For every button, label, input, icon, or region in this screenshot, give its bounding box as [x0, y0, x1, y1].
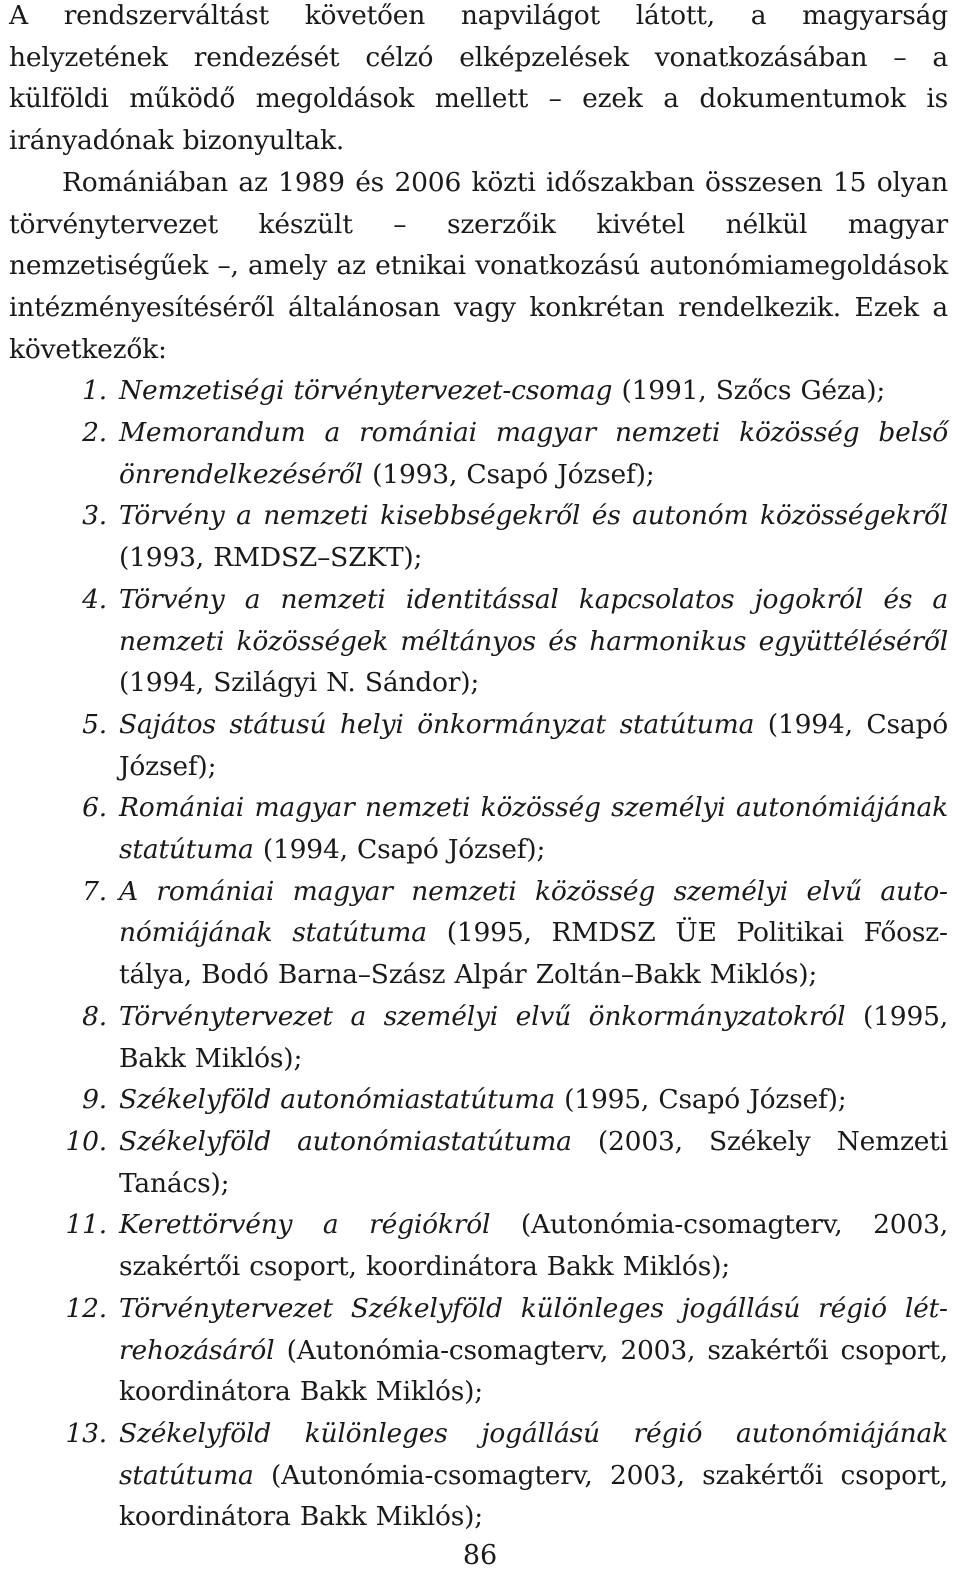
- item-details: (1991, Szőcs Géza);: [612, 375, 886, 407]
- list-item: [9, 1288, 948, 1413]
- item-number: 13.: [65, 1417, 107, 1449]
- item-details: (2003, Székely Nemzeti Tanács);: [119, 1125, 948, 1199]
- list-item: [9, 704, 948, 787]
- item-details: (1995, Bakk Miklós);: [119, 1000, 948, 1074]
- item-title: Törvénytervezet a személyi elvű önkormányzatokról: [119, 1000, 846, 1032]
- item-title: Nemzetiségi törvénytervezet-csomag: [119, 375, 613, 407]
- item-number: 6.: [82, 792, 107, 824]
- item-number: 4.: [82, 583, 107, 615]
- item-number: 1.: [82, 375, 107, 407]
- intro-paragraph: A rendszerváltást követően napvilágot látott, a magyarság helyzetének rendezését célzó elképzelések vonatkozásában – a külföldi működő megoldások mellett – ezek a dokumentumok is irányadónak bizonyultak.: [9, 0, 948, 157]
- list-item: [9, 579, 948, 704]
- item-title: A romániai magyar nemzeti közösség személyi elvű autonómiájának statútuma: [119, 875, 948, 949]
- item-number: 3.: [82, 500, 107, 532]
- list-item: [9, 871, 948, 996]
- main-paragraph: Romániában az 1989 és 2006 közti időszakban összesen 15 olyan törvénytervezet készült – szerzőik kivétel nélkül magyar nemzetiségűek –, amely az etnikai vonatkozású autonómiamegoldások intézményesítéséről általánosan vagy konkrétan rendelkezik. Ezek a következők:: [9, 166, 948, 365]
- item-details: (1993, Csapó József);: [362, 458, 655, 490]
- item-number: 7.: [82, 875, 107, 907]
- draft-law-list: [9, 370, 948, 1538]
- list-item: [9, 412, 948, 495]
- item-title: Memorandum a romániai magyar nemzeti közösség belső önrendelkezéséről: [119, 417, 948, 490]
- list-item: [9, 495, 948, 578]
- item-details: (1995, Csapó József);: [554, 1084, 847, 1116]
- item-details: (1994, Csapó József);: [253, 834, 546, 866]
- item-number: 5.: [82, 708, 107, 740]
- item-number: 12.: [65, 1292, 107, 1324]
- list-item: [9, 1204, 948, 1287]
- item-details: (Autonómia-csomagterv, 2003, szakértői csoport, koordinátora Bakk Miklós);: [119, 1334, 948, 1408]
- item-number: 10.: [65, 1125, 107, 1157]
- item-number: 9.: [82, 1084, 107, 1116]
- list-item: [9, 996, 948, 1079]
- list-item: [9, 1079, 948, 1121]
- item-title: Sajátos státusú helyi önkormányzat statútuma: [119, 708, 755, 740]
- page-number: 86: [462, 1540, 498, 1571]
- item-title: Törvény a nemzeti kisebbségekről és autonóm közösségekről: [119, 500, 948, 532]
- item-details: (1994, Csapó József);: [119, 708, 948, 782]
- item-title: Székelyföld autonómiastatútuma: [119, 1125, 572, 1157]
- item-number: 8.: [82, 1000, 107, 1032]
- item-title: Törvény a nemzeti identitással kapcsolatos jogokról és a nemzeti közösségek méltányos és harmonikus együttéléséről: [119, 583, 948, 657]
- item-details: (Autonómia-csomagterv, 2003, szakértői csoport, koordinátora Bakk Miklós);: [119, 1459, 948, 1533]
- item-title: Romániai magyar nemzeti közösség személyi autonómiájának statútuma: [119, 792, 948, 866]
- item-title: Törvénytervezet Székelyföld különleges jogállású régió létrehozásáról: [119, 1292, 948, 1366]
- body-text: [9, 0, 948, 1538]
- item-details: (1994, Szilágyi N. Sándor);: [119, 667, 480, 699]
- item-title: Székelyföld különleges jogállású régió autonómiájának statútuma: [119, 1417, 948, 1491]
- list-item: [9, 1121, 948, 1204]
- list-item: [9, 370, 948, 412]
- item-title: Székelyföld autonómiastatútuma: [119, 1084, 555, 1116]
- item-details: (1995, RMDSZ ÜE Politikai Főosztálya, Bodó Barna–Szász Alpár Zoltán–Bakk Miklós);: [119, 917, 949, 991]
- item-details: (1993, RMDSZ–SZKT);: [119, 542, 423, 574]
- item-number: 11.: [65, 1209, 107, 1241]
- list-item: [9, 787, 948, 870]
- item-title: Kerettörvény a régiókról: [119, 1209, 491, 1241]
- item-number: 2.: [82, 417, 107, 449]
- list-item: [9, 1413, 948, 1538]
- item-details: (Autonómia-csomagterv, 2003, szakértői csoport, koordinátora Bakk Miklós);: [119, 1209, 948, 1283]
